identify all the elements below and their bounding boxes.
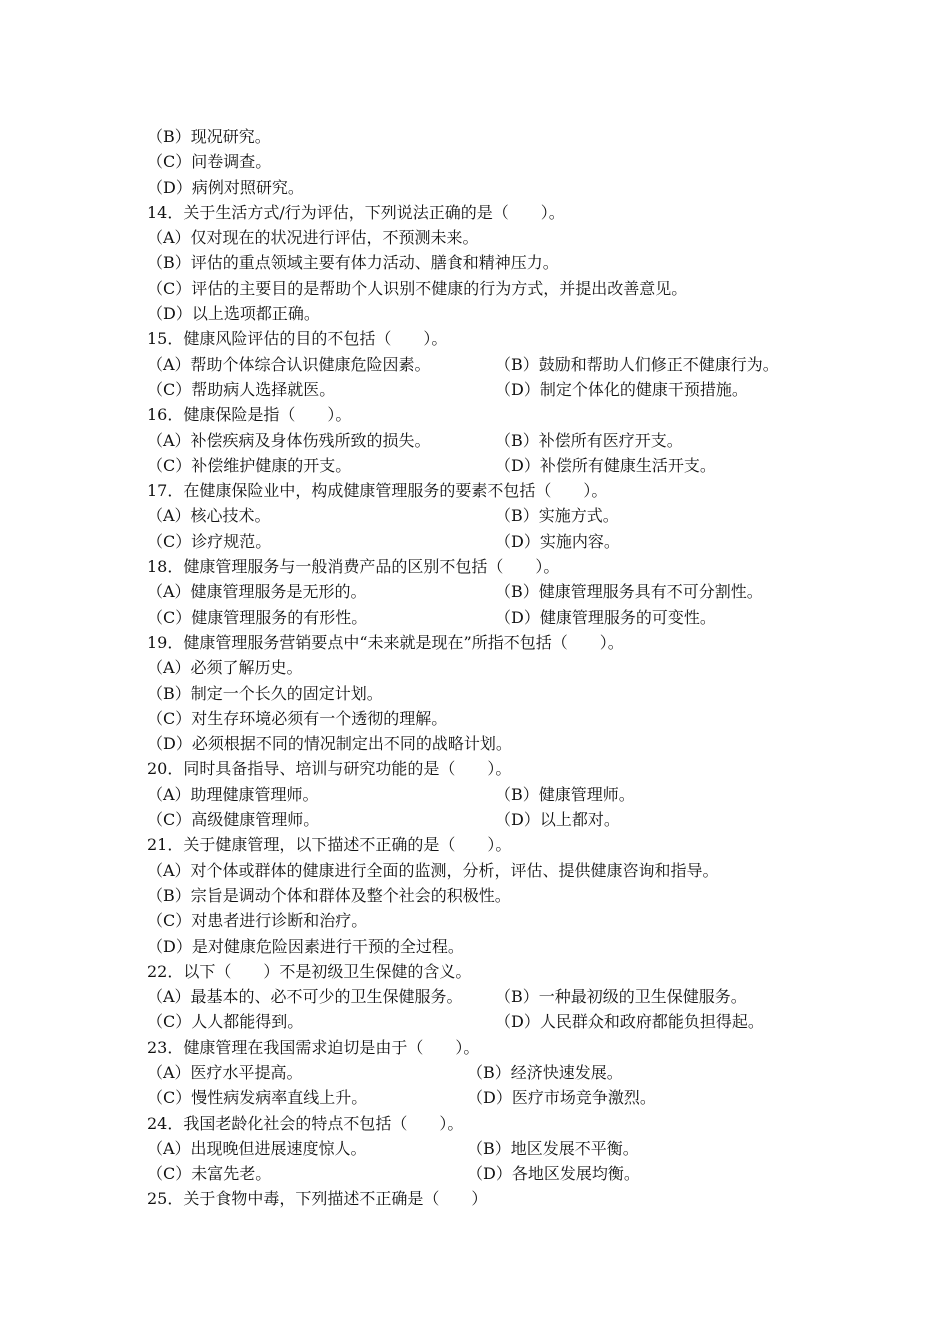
question-19: 19．健康管理服务营销要点中“未来就是现在”所指不包括（ ）。 xyxy=(147,632,624,652)
question-18: 18．健康管理服务与一般消费产品的区别不包括（ ）。 xyxy=(147,557,560,577)
option-c-q13: （C）问卷调查。 xyxy=(147,152,272,172)
option-b-q15: （B）鼓励和帮助人们修正不健康行为。 xyxy=(495,354,779,374)
options-row-q18-ab xyxy=(147,579,847,604)
option-d-q13: （D）病例对照研究。 xyxy=(147,177,304,197)
option-d-q14: （D）以上选项都正确。 xyxy=(147,304,320,324)
option-a-q22: （A）最基本的、必不可少的卫生保健服务。 xyxy=(147,987,463,1007)
question-22: 22．以下（ ）不是初级卫生保健的含义。 xyxy=(147,961,472,981)
option-b-q23: （B）经济快速发展。 xyxy=(467,1062,623,1082)
option-b-q17: （B）实施方式。 xyxy=(495,506,619,526)
question-23: 23．健康管理在我国需求迫切是由于（ ）。 xyxy=(147,1037,480,1057)
options-row-q22-ab xyxy=(147,984,847,1009)
question-14: 14．关于生活方式/行为评估，下列说法正确的是（ ）。 xyxy=(147,202,565,222)
option-c-q17: （C）诊疗规范。 xyxy=(147,531,272,551)
options-row-q18-cd xyxy=(147,605,847,630)
option-b-q24: （B）地区发展不平衡。 xyxy=(467,1138,639,1158)
option-c-q16: （C）补偿维护健康的开支。 xyxy=(147,455,352,475)
options-row-q23-cd xyxy=(147,1085,847,1110)
option-d-q19: （D）必须根据不同的情况制定出不同的战略计划。 xyxy=(147,734,512,754)
option-b-q16: （B）补偿所有医疗开支。 xyxy=(495,430,683,450)
option-a-q21: （A）对个体或群体的健康进行全面的监测，分析，评估、提供健康咨询和指导。 xyxy=(147,860,719,880)
option-c-q20: （C）高级健康管理师。 xyxy=(147,810,320,830)
options-row-q15-ab xyxy=(147,352,847,377)
option-d-q16: （D）补偿所有健康生活开支。 xyxy=(495,455,716,475)
option-d-q24: （D）各地区发展均衡。 xyxy=(467,1164,640,1184)
option-a-q17: （A）核心技术。 xyxy=(147,506,271,526)
option-b-q22: （B）一种最初级的卫生保健服务。 xyxy=(495,987,747,1007)
options-row-q23-ab xyxy=(147,1060,847,1085)
options-row-q24-cd xyxy=(147,1161,847,1186)
question-24: 24．我国老龄化社会的特点不包括（ ）。 xyxy=(147,1113,464,1133)
option-a-q14: （A）仅对现在的状况进行评估，不预测未来。 xyxy=(147,228,479,248)
option-a-q20: （A）助理健康管理师。 xyxy=(147,784,319,804)
option-b-q18: （B）健康管理服务具有不可分割性。 xyxy=(495,582,763,602)
option-d-q15: （D）制定个体化的健康干预措施。 xyxy=(495,379,748,399)
option-d-q18: （D）健康管理服务的可变性。 xyxy=(495,607,716,627)
option-a-q24: （A）出现晚但进展速度惊人。 xyxy=(147,1138,367,1158)
options-row-q24-ab xyxy=(147,1136,847,1161)
options-row-q16-cd xyxy=(147,453,847,478)
options-row-q16-ab xyxy=(147,428,847,453)
question-20: 20．同时具备指导、培训与研究功能的是（ ）。 xyxy=(147,759,512,779)
option-b-q19: （B）制定一个长久的固定计划。 xyxy=(147,683,383,703)
question-16: 16．健康保险是指（ ）。 xyxy=(147,405,352,425)
option-c-q23: （C）慢性病发病率直线上升。 xyxy=(147,1088,368,1108)
option-a-q15: （A）帮助个体综合认识健康危险因素。 xyxy=(147,354,431,374)
options-row-q20-cd xyxy=(147,807,847,832)
option-c-q19: （C）对生存环境必须有一个透彻的理解。 xyxy=(147,708,448,728)
question-17: 17．在健康保险业中，构成健康管理服务的要素不包括（ ）。 xyxy=(147,481,608,501)
option-b-q21: （B）宗旨是调动个体和群体及整个社会的积极性。 xyxy=(147,885,511,905)
option-d-q17: （D）实施内容。 xyxy=(495,531,620,551)
option-c-q15: （C）帮助病人选择就医。 xyxy=(147,379,336,399)
option-c-q22: （C）人人都能得到。 xyxy=(147,1012,304,1032)
options-row-q22-cd xyxy=(147,1009,847,1034)
options-row-q17-cd xyxy=(147,529,847,554)
option-c-q14: （C）评估的主要目的是帮助个人识别不健康的行为方式，并提出改善意见。 xyxy=(147,278,688,298)
option-a-q19: （A）必须了解历史。 xyxy=(147,658,303,678)
option-b-q20: （B）健康管理师。 xyxy=(495,784,635,804)
options-row-q15-cd xyxy=(147,377,847,402)
option-d-q21: （D）是对健康危险因素进行干预的全过程。 xyxy=(147,936,464,956)
option-a-q23: （A）医疗水平提高。 xyxy=(147,1062,303,1082)
options-row-q17-ab xyxy=(147,503,847,528)
option-d-q22: （D）人民群众和政府都能负担得起。 xyxy=(495,1012,764,1032)
option-c-q21: （C）对患者进行诊断和治疗。 xyxy=(147,911,368,931)
option-c-q24: （C）未富先老。 xyxy=(147,1164,272,1184)
option-a-q16: （A）补偿疾病及身体伤残所致的损失。 xyxy=(147,430,431,450)
question-25: 25．关于食物中毒，下列描述不正确是（ ） xyxy=(147,1189,488,1209)
question-15: 15．健康风险评估的目的不包括（ ）。 xyxy=(147,329,448,349)
option-b-q14: （B）评估的重点领域主要有体力活动、膳食和精神压力。 xyxy=(147,253,559,273)
question-21: 21．关于健康管理，以下描述不正确的是（ ）。 xyxy=(147,835,512,855)
option-d-q23: （D）医疗市场竞争激烈。 xyxy=(467,1088,656,1108)
option-a-q18: （A）健康管理服务是无形的。 xyxy=(147,582,367,602)
option-c-q18: （C）健康管理服务的有形性。 xyxy=(147,607,368,627)
option-b-q13: （B）现况研究。 xyxy=(147,127,271,146)
option-d-q20: （D）以上都对。 xyxy=(495,810,620,830)
question-list xyxy=(147,124,847,1212)
options-row-q20-ab xyxy=(147,782,847,807)
